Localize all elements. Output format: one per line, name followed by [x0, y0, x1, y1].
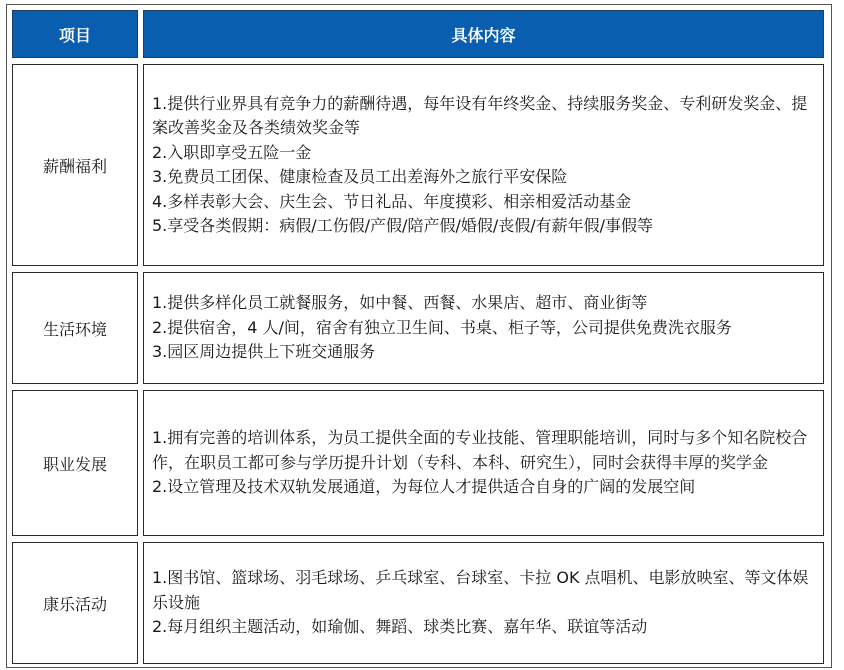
content-line: 3.园区周边提供上下班交通服务 — [152, 342, 376, 362]
content-line: 4.多样表彰大会、庆生会、节日礼品、年度摸彩、相亲相爱活动基金 — [152, 191, 632, 211]
content-line: 3.免费员工团保、健康检查及员工出差海外之旅行平安保险 — [152, 167, 568, 186]
row-content-salary — [143, 64, 824, 266]
content-line: 5.享受各类假期：病假/工伤假/产假/陪产假/婚假/丧假/有薪年假/事假等 — [152, 216, 654, 235]
row-label-recreation — [12, 542, 138, 664]
row-label-text: 职业发展 — [42, 454, 107, 474]
content-line: 1.提供多样化员工就餐服务，如中餐、西餐、水果店、超市、商业街等 — [152, 293, 648, 313]
header-content-label: 具体内容 — [451, 25, 516, 45]
header-item-label: 项目 — [58, 25, 91, 45]
header-cell-content — [143, 10, 824, 58]
row-label-text: 薪酬福利 — [42, 156, 107, 176]
row-label-career — [12, 390, 138, 536]
row-content-recreation — [143, 542, 824, 664]
row-content-living — [143, 272, 824, 384]
header-cell-item — [12, 10, 138, 58]
row-content-career — [143, 390, 824, 536]
content-line: 1.提供行业界具有竞争力的薪酬待遇，每年设有年终奖金、持续服务奖金、专利研发奖金、提案改善奖金及各类绩效奖金等 — [152, 93, 808, 137]
row-label-text: 康乐活动 — [42, 594, 107, 614]
row-label-living — [12, 272, 138, 384]
content-line: 1.拥有完善的培训体系，为员工提供全面的专业技能、管理职能培训，同时与多个知名院校合作，在职员工都可参与学历提升计划（专科、本科、研究生），同时会获得丰厚的奖学金 — [152, 428, 808, 472]
content-line: 1.图书馆、篮球场、羽毛球场、乒乓球室、台球室、卡拉 OK 点唱机、电影放映室、等文体娱乐设施 — [152, 568, 809, 612]
row-label-text: 生活环境 — [42, 319, 107, 339]
content-line: 2.每月组织主题活动，如瑜伽、舞蹈、球类比赛、嘉年华、联谊等活动 — [152, 617, 648, 637]
row-label-salary — [12, 64, 138, 266]
content-line: 2.设立管理及技术双轨发展通道，为每位人才提供适合自身的广阔的发展空间 — [152, 477, 696, 497]
content-line: 2.提供宿舍，4 人/间，宿舍有独立卫生间、书桌、柜子等，公司提供免费洗衣服务 — [152, 317, 732, 337]
content-line: 2.入职即享受五险一金 — [152, 142, 312, 162]
